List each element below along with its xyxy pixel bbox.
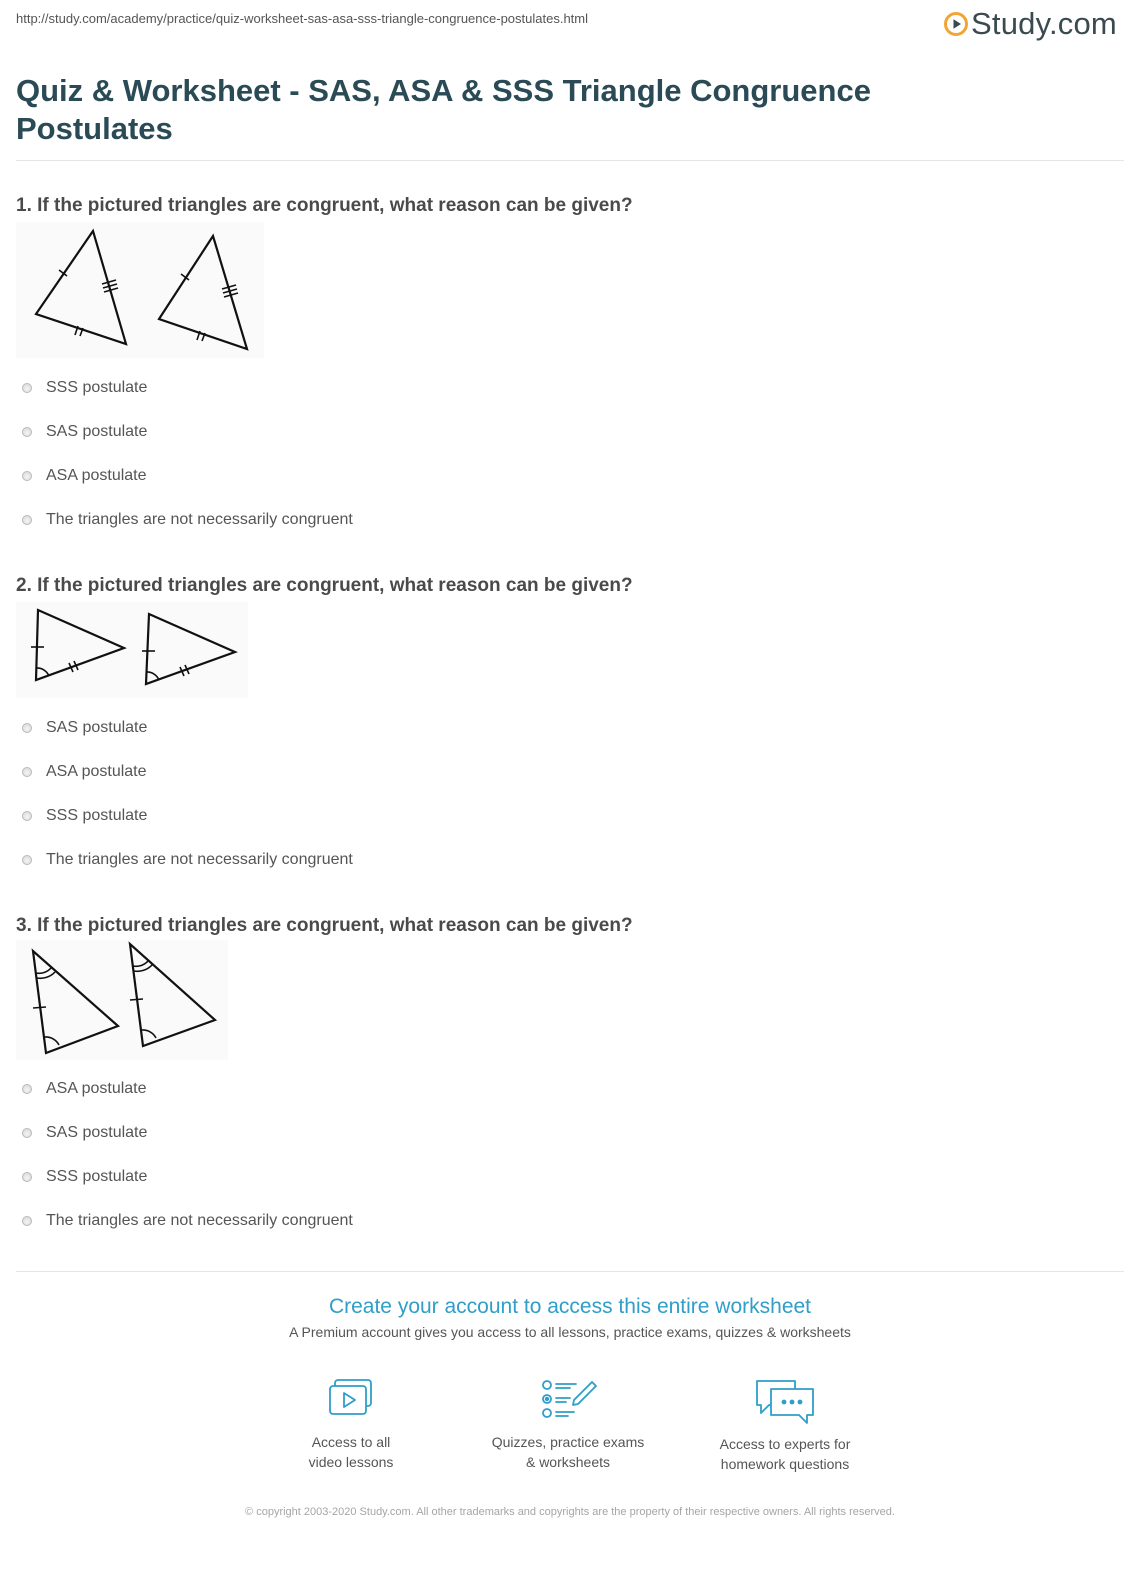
- question-3-figure: [16, 940, 228, 1060]
- option-label: The triangles are not necessarily congruent: [46, 851, 353, 868]
- q1-option-3[interactable]: [22, 466, 147, 486]
- triangle-pair-diagram: [16, 602, 248, 698]
- cta-subtitle: A Premium account gives you access to all lessons, practice exams, quizzes & worksheets: [289, 1324, 851, 1340]
- radio-button[interactable]: [22, 515, 32, 525]
- question-2-prompt: 2. If the pictured triangles are congruent, what reason can be given?: [16, 575, 633, 596]
- q2-option-4[interactable]: [22, 850, 353, 870]
- video-lessons-icon: [323, 1378, 379, 1424]
- feature-quizzes: [458, 1378, 678, 1472]
- q1-option-1[interactable]: [22, 378, 147, 398]
- radio-button[interactable]: [22, 471, 32, 481]
- chat-bubbles-icon: [753, 1378, 817, 1426]
- triangle-pair-diagram: [16, 940, 228, 1060]
- option-label: SSS postulate: [46, 379, 148, 396]
- radio-button[interactable]: [22, 1172, 32, 1182]
- question-1-prompt: 1. If the pictured triangles are congruent, what reason can be given?: [16, 195, 633, 216]
- option-label: ASA postulate: [46, 467, 147, 484]
- feature-label: Quizzes, practice exams & worksheets: [491, 1434, 645, 1470]
- q1-option-4[interactable]: [22, 510, 353, 530]
- option-label: SSS postulate: [46, 807, 148, 824]
- feature-experts: [675, 1378, 895, 1474]
- radio-button[interactable]: [22, 811, 32, 821]
- q3-option-3[interactable]: [22, 1167, 147, 1187]
- option-label: ASA postulate: [46, 1080, 147, 1097]
- q2-option-1[interactable]: [22, 718, 147, 738]
- triangle-pair-diagram: [16, 222, 264, 358]
- radio-button[interactable]: [22, 1216, 32, 1226]
- q3-option-2[interactable]: [22, 1123, 147, 1143]
- option-label: SAS postulate: [46, 719, 148, 736]
- page-title: Quiz & Worksheet - SAS, ASA & SSS Triangle Congruence Postulates: [16, 73, 871, 146]
- cta-title[interactable]: Create your account to access this entire worksheet: [328, 1295, 812, 1318]
- question-3-prompt: 3. If the pictured triangles are congruent, what reason can be given?: [16, 915, 633, 936]
- feature-label: Access to experts for homework questions: [719, 1436, 851, 1472]
- option-label: SAS postulate: [46, 1124, 148, 1141]
- q3-option-4[interactable]: [22, 1211, 353, 1231]
- radio-button[interactable]: [22, 855, 32, 865]
- option-label: The triangles are not necessarily congruent: [46, 1212, 353, 1229]
- radio-button[interactable]: [22, 427, 32, 437]
- quiz-checklist-icon: [538, 1378, 598, 1424]
- copyright: © copyright 2003-2020 Study.com. All other trademarks and copyrights are the property of their respective owners. All rights reserved.: [245, 1506, 895, 1518]
- q1-option-2[interactable]: [22, 422, 147, 442]
- radio-button[interactable]: [22, 1084, 32, 1094]
- radio-button[interactable]: [22, 767, 32, 777]
- radio-button[interactable]: [22, 1128, 32, 1138]
- divider: [16, 160, 1124, 161]
- divider: [16, 1271, 1124, 1272]
- option-label: ASA postulate: [46, 763, 147, 780]
- option-label: SAS postulate: [46, 423, 148, 440]
- feature-label: Access to all video lessons: [308, 1434, 394, 1470]
- study-logo[interactable]: [944, 6, 1117, 42]
- page-url: http://study.com/academy/practice/quiz-worksheet-sas-asa-sss-triangle-congruence-postulates.html: [16, 11, 588, 26]
- question-1-figure: [16, 222, 264, 358]
- feature-video-lessons: [241, 1378, 461, 1472]
- q2-option-2[interactable]: [22, 762, 147, 782]
- q2-option-3[interactable]: [22, 806, 147, 826]
- radio-button[interactable]: [22, 723, 32, 733]
- radio-button[interactable]: [22, 383, 32, 393]
- q3-option-1[interactable]: [22, 1079, 147, 1099]
- play-logo-icon: [944, 12, 968, 36]
- option-label: SSS postulate: [46, 1168, 148, 1185]
- brand-name: Study.com: [971, 6, 1117, 41]
- option-label: The triangles are not necessarily congruent: [46, 511, 353, 528]
- question-2-figure: [16, 602, 248, 698]
